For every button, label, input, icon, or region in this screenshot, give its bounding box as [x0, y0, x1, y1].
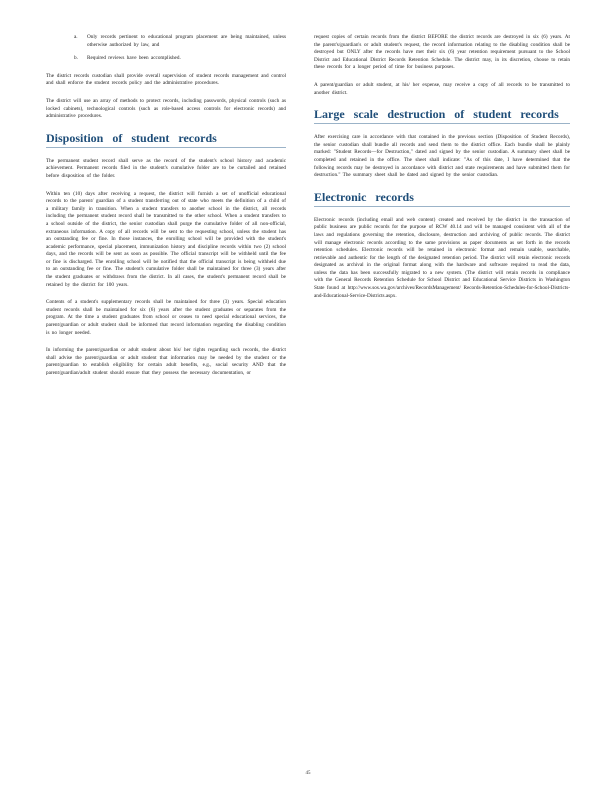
paragraph-permanent: The permanent student record shall serve as the record of the student's school history and academic achievement. Permanent records filed in the student's cumulative folder are to be curtailed and retained before disposition of the folder. — [46, 157, 286, 179]
list-item-b — [46, 55, 286, 63]
list-marker-a: a. — [74, 34, 78, 40]
heading-electronic: Electronic records — [314, 190, 570, 207]
paragraph-after: After exercising care in accordance with that contained in the previous section (Disposition of Student Records), the senior custodian shall bundle all records and send them to the district office. Each bundle shall be plainly marked: "Student Records—for Destruction," dated and signed by the senior custodian. A summary sheet shall be completed and retained in the office. The sheet shall indicate: "As of this date, I have determined that the following records may be destroyed in accordance with district and state requirements and have submitted them for destruction." The summary sheet shall be dated and signed by the senior custodian. — [314, 134, 570, 179]
right-column — [314, 34, 570, 308]
paragraph-request: request copies of certain records from the district BEFORE the district records are destroyed in six (6) years. At the parent's/guardian's or adult student's request, the record information relating to the disabling condition shall be destroyed but ONLY after the records have met their six (6) year retention requirement pursuant to the School District and Educational District Records Retention Schedule. The district may, in its discretion, choose to retain these records for a longer period of time for business purposes. — [314, 34, 570, 71]
paragraph-custodian: The district records custodian shall provide overall supervision of student records management and control and shall enforce the student records policy and the administrative procedures. — [46, 72, 286, 87]
list-text-b: Required reviews have been accomplished. — [87, 55, 181, 62]
heading-disposition: Disposition of student records — [46, 131, 286, 148]
page-number: 45 — [305, 771, 311, 776]
list-text-a: Only records pertinent to educational program placement are being maintained, unless otherwise authorized by law, and — [87, 34, 286, 48]
paragraph-informing: In informing the parent/guardian or adult student about his/ her rights regarding such records, the district shall advise the parent/guardian or adult student that information may be needed by the student or the parent/guardian to establish eligibility for certain adult benefits, e.g., social security AND that the parent/guardian/adult student should ensure that they possess the necessary documentation, or — [46, 347, 286, 376]
paragraph-parent: A parent/guardian or adult student, at his/ her expense, may receive a copy of all records to be transmitted to another district. — [314, 81, 570, 96]
paragraph-electronic: Electronic records (including email and web content) created and received by the district in the transaction of public business are public records for the purpose of RCW 40.14 and will be managed consistent with all of the laws and regulations governing the retention, disclosure, destruction and archiving of public records. The district will manage electronic records according to the same provisions as paper documents as set forth in the records retention schedules. Electronic records will be retained in electronic format and remain usable, searchable, retrievable and authentic for the length of the designated retention period. The district will retain electronic records designated as archival in the original format along with the hardware and software required to read the data, unless the data has been successfully migrated to a new system. (The district will retain records in compliance with the General Records Retention Schedule for School District and Educational Service Districts in Washington State found at http://www.sos.wa.gov/archives/RecordsManagement/ Records-Retention-Schedules-for-School-Districts-and-Educational-Service-Districts.aspx. — [314, 216, 570, 299]
list-marker-b: b. — [74, 55, 78, 62]
list-item-a — [46, 34, 286, 49]
left-column — [46, 34, 286, 386]
paragraph-contents: Contents of a student's supplementary records shall be maintained for three (3) years. Special education student records shall be maintained for six (6) years after the student graduates or separates from the program. At the time a student graduates from school or ceases to need special educational services, the parent/guardian or adult student shall be informed that record information regarding the disabling condition is no longer needed. — [46, 299, 286, 336]
paragraph-methods: The district will use an array of methods to protect records, including passwords, physical controls (such as locked cabinets), technological controls (such as role-based access controls for electronic records) and administrative procedures. — [46, 97, 286, 120]
paragraph-within: Within ten (10) days after receiving a request, the district will furnish a set of unofficial educational records to the parent/ guardian of a student transferring out of state who meets the definition of a child of a military family in transition. When a student transfers to another school in the district, all records including the permanent student record shall be transmitted to the other school. When a student transfers to a school outside of the district, the senior custodian shall purge the cumulative folder of all non-official, extraneous information. A copy of all records will be sent to the requesting school, unless the student has an outstanding fee or fine. In those instances, the enrolling school will be provided with the student's academic performance, special placement, immunization history and discipline records within two (2) school days, and the records will be sent as soon as possible. The official transcript will be withheld until the fee or fine is discharged. The enrolling school will be notified that the official transcript is being withheld due to an outstanding fee or fine. The student's cumulative folder shall be maintained for three (3) years after the student graduates or withdraws from the district. In all cases, the student's permanent record shall be retained by the district for 100 years. — [46, 190, 286, 288]
heading-large-scale: Large scale destruction of student records — [314, 107, 570, 124]
